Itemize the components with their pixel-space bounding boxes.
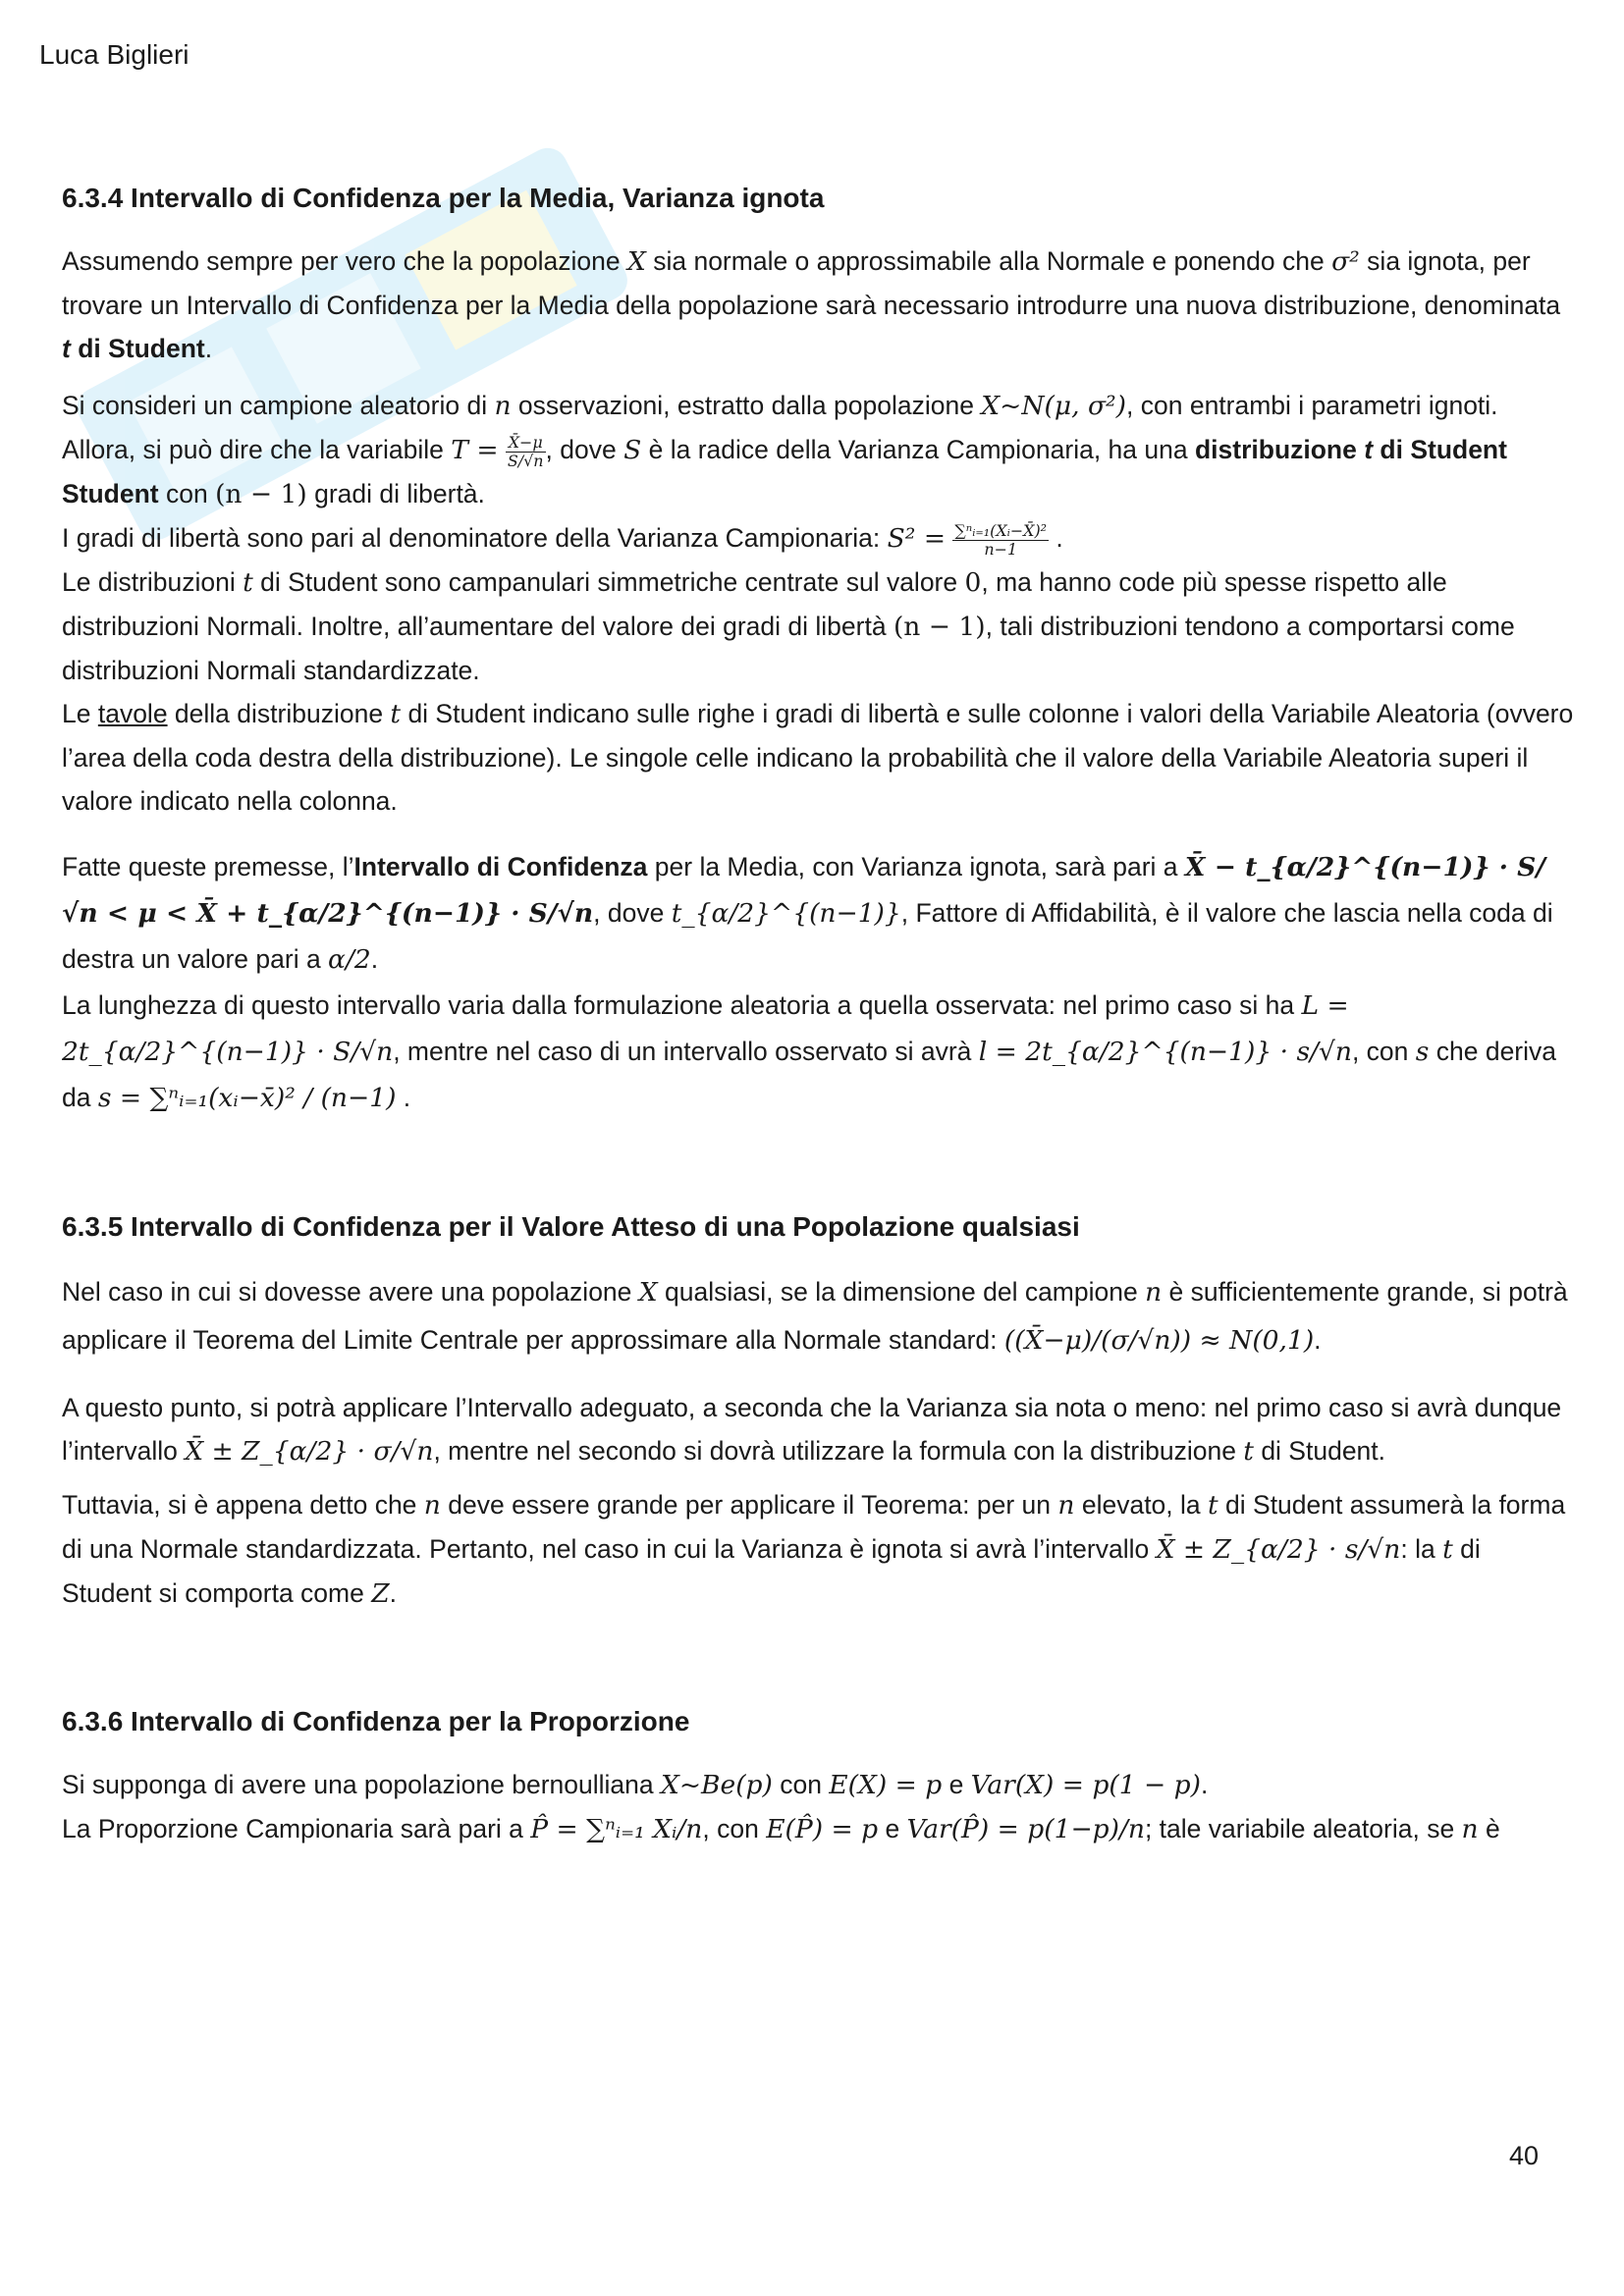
page-number: 40 bbox=[1509, 2141, 1540, 2170]
main-content bbox=[62, 183, 1574, 1851]
paragraph-interval-choice: A questo punto, si potrà applicare l’Intervallo adeguato, a seconda che la Varianza sia nota o meno: nel primo caso si avrà dunque l’intervallo X̄ ± Z_{α/2} · σ/√n, mentre nel secondo si dovrà utilizzare la formula con la distribuzione t di Student. bbox=[62, 1393, 1562, 1467]
paragraph-interval-length: La lunghezza di questo intervallo varia dalla formulazione aleatoria a quella osservata: nel primo caso si ha L = 2t_{α/2}^{(n−1)} · S/√n, mentre nel caso di un intervallo osservato si avrà l = 2t_{α/2}^{(n−1)} · s/√n, con s che deriva da s = ∑ⁿᵢ₌₁(xᵢ−x̄)² / (n−1) . bbox=[62, 990, 1557, 1113]
section-heading-6-3-5: 6.3.5 Intervallo di Confidenza per il Valore Atteso di una Popolazione qualsiasi bbox=[62, 1211, 1080, 1242]
paragraph-large-n: Tuttavia, si è appena detto che n deve essere grande per applicare il Teorema: per un n elevato, la t di Student assumerà la forma di una Normale standardizzata. Pertanto, nel caso in cui la Varianza è ignota si avrà l’intervallo X̄ ± Z_{α/2} · s/√n: la t di Student si comporta come Z. bbox=[62, 1490, 1566, 1609]
t-statistic-fraction: $\frac{X̄-\mu}{S/√n}$ bbox=[507, 433, 544, 470]
header-author: Luca Biglieri bbox=[39, 39, 189, 70]
paragraph-student-shape: Le distribuzioni t di Student sono campanulari simmetriche centrate sul valore 0, ma hanno code più spesse rispetto alle distribuzioni Normali. Inoltre, all’aumentare del valore dei gradi di libertà (n − 1), tali distribuzioni tendono a comportarsi come distribuzioni Normali standardizzate. bbox=[62, 567, 1515, 685]
sample-variance-fraction: $\frac{\text{∑ⁿᵢ₌₁(Xᵢ−X̄)²}}{n-1}$ bbox=[954, 521, 1048, 559]
paragraph-clt: Nel caso in cui si dovesse avere una popolazione X qualsiasi, se la dimensione del campione n è sufficientemente grande, si potrà applicare il Teorema del Limite Centrale per approssimare alla Normale standard: ((X̄−μ)/(σ/√n)) ≈ N(0,1). bbox=[62, 1277, 1568, 1356]
section-heading-6-3-6: 6.3.6 Intervallo di Confidenza per la Proporzione bbox=[62, 1706, 690, 1736]
paragraph-confidence-interval: Fatte queste premesse, l’Intervallo di Confidenza per la Media, con Varianza ignota, sarà pari a X̄ − t_{α/2}^{(n−1)} · S/√n < μ < X̄ + t_{α/2}^{(n−1)} · S/√n, dove t_{α/2}^{(n−1)}, Fattore di Affidabilità, è il valore che lascia nella coda di destra un valore pari a α/2. bbox=[62, 852, 1553, 975]
paragraph-sample-proportion: La Proporzione Campionaria sarà pari a P̂ = ∑ⁿᵢ₌₁ Xᵢ/n, con E(P̂) = p e Var(P̂) = p(1−p)/n; tale variabile aleatoria, se n è bbox=[62, 1814, 1500, 1844]
paragraph-student-tables: Le tavole della distribuzione t di Student indicano sulle righe i gradi di libertà e sulle colonne i valori della Variabile Aleatoria (ovvero l’area della coda destra della distribuzione). Le singole celle indicano la probabilità che il valore della Variabile Aleatoria superi il valore indicato nella colonna. bbox=[62, 699, 1574, 816]
paragraph-6-3-4-student-def: Si consideri un campione aleatorio di n osservazioni, estratto dalla popolazione X~N(μ, σ²), con entrambi i parametri ignoti. Allora, si può dire che la variabile T = $\frac{X̄-\mu}{S/√n}$ , dove S è la radice della Varianza Campionaria, ha una distribuzione t di Student Student con (n − 1) gradi di libertà. bbox=[62, 391, 1507, 509]
section-heading-6-3-4: 6.3.4 Intervallo di Confidenza per la Media, Varianza ignota bbox=[62, 183, 825, 213]
paragraph-bernoulli: Si supponga di avere una popolazione bernoulliana X~Be(p) con E(X) = p e Var(X) = p(1 − p). bbox=[62, 1770, 1209, 1800]
paragraph-6-3-4-intro: Assumendo sempre per vero che la popolazione X sia normale o approssimabile alla Normale e ponendo che σ² sia ignota, per trovare un Intervallo di Confidenza per la Media della popolazione sarà necessario introdurre una nuova distribuzione, denominata t di Student. bbox=[62, 246, 1561, 363]
paragraph-degrees-of-freedom: I gradi di libertà sono pari al denominatore della Varianza Campionaria: S² = $\frac{\text{∑ⁿᵢ₌₁(Xᵢ−X̄)²}}{n-1}$ . bbox=[62, 521, 1063, 559]
